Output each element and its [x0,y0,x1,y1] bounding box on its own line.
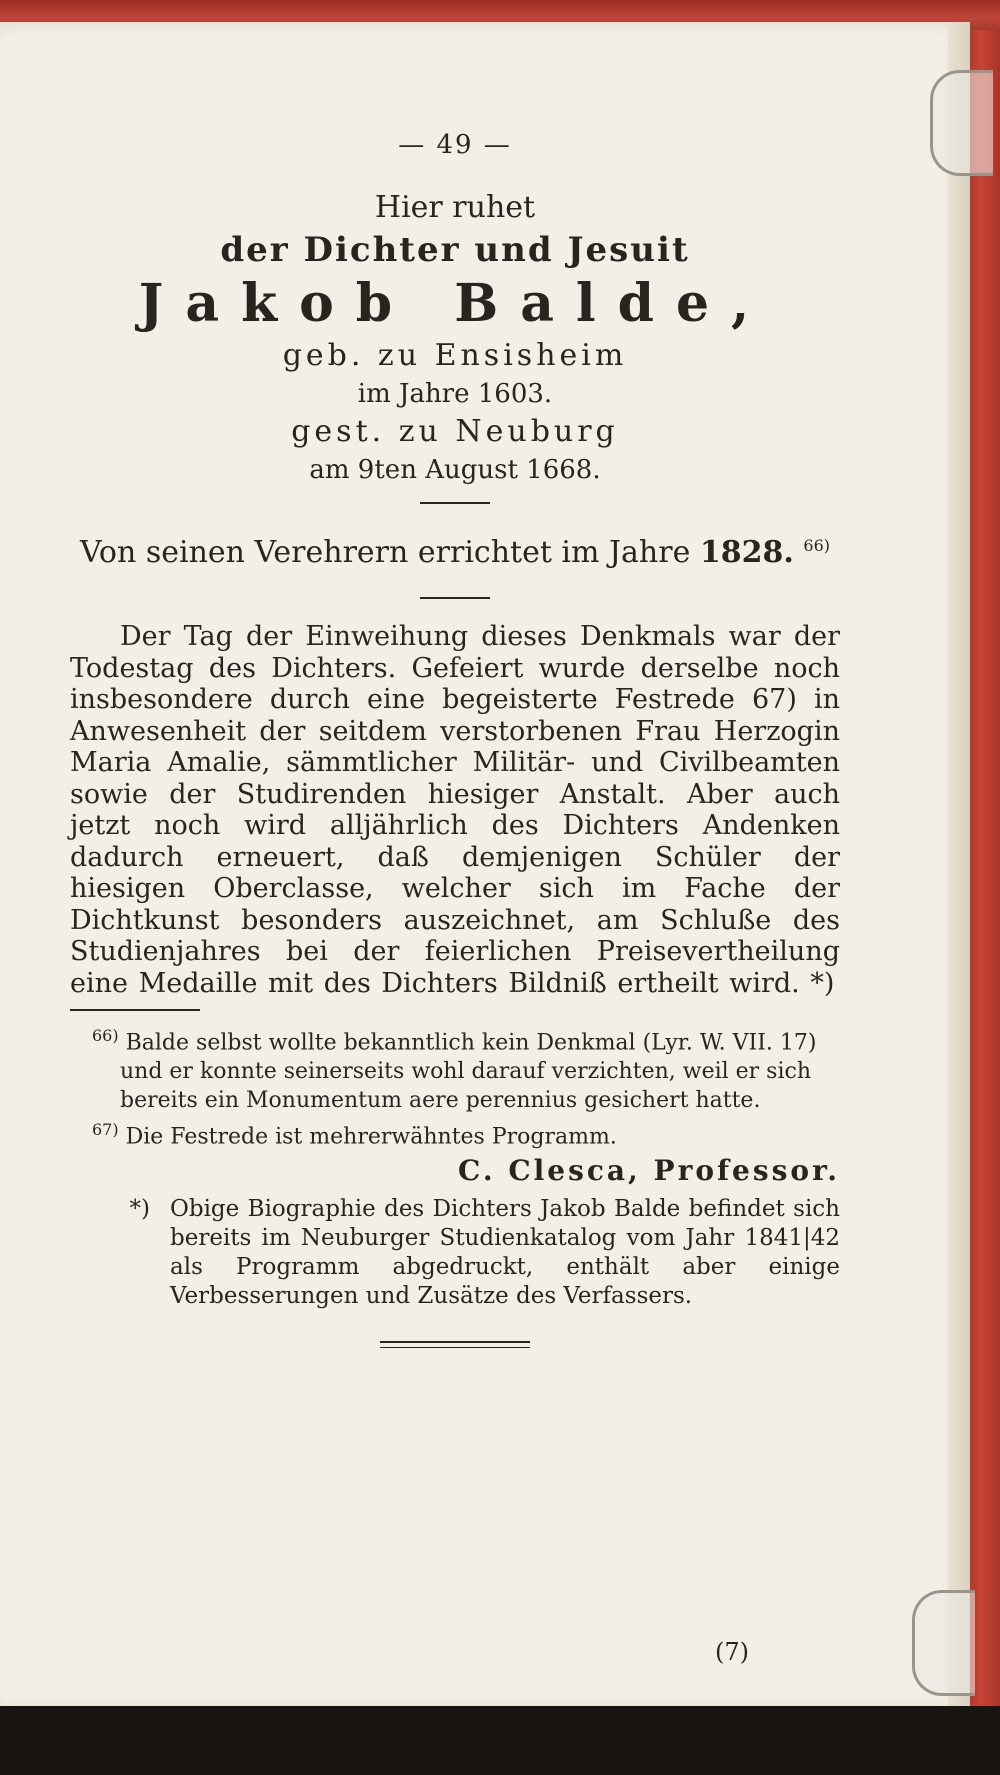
footnote-ref-66: 66) [803,536,830,555]
inscription-born: geb. zu Ensisheim [282,338,628,373]
footnote-text: Die Festrede ist mehrerwähntes Programm. [125,1124,617,1150]
erected-line [70,526,840,573]
footnote-67 [70,1115,840,1151]
asterisk-mark: *) [129,1195,150,1222]
background-surface [0,1706,1000,1775]
inscription-line-1: Hier ruhet [374,190,536,225]
inscription [70,188,840,488]
footnote-divider [70,1009,200,1011]
page-clip-bottom [912,1590,975,1696]
inscription-name: Jakob Balde, [138,273,772,334]
inscription-line-2: der Dichter und Jesuit [220,230,690,270]
inscription-died: gest. zu Neuburg [291,414,619,449]
asterisk-text: Obige Biographie des Dichters Jakob Balde befindet sich bereits im Neuburger Studienkatalog vom Jahr 1841|42 als Programm abgedruckt, enthält aber einige Verbesserungen und Zusätze des Verfassers. [170,1195,840,1309]
inscription-died-date: am 9ten August 1668. [309,455,601,485]
footnote-number: 66) [92,1026,119,1045]
author-signature: C. Clesca, Professor. [458,1153,840,1187]
asterisk-note [70,1195,840,1311]
page-number: — 49 — [398,130,512,160]
divider [420,597,490,599]
end-rule [380,1341,530,1348]
page-clip-top [930,70,993,176]
printer-signature-mark: (7) [715,1638,749,1666]
footnote-text: Balde selbst wollte bekanntlich kein Denkmal (Lyr. W. VII. 17) und er konnte seinerseits wohl darauf verzichten, weil er sich bereits ein Monumentum aere perennius gesichert hatte. [120,1030,817,1114]
divider [420,502,490,504]
footnote-number: 67) [92,1120,119,1140]
erected-text: Von seinen Verehrern errichtet im Jahre [80,535,691,570]
body-paragraph: Der Tag der Einweihung dieses Denkmals war der Todestag des Dichters. Gefeiert wurde derselbe noch insbesondere durch eine begeisterte Festrede 67) in Anwesenheit der seitdem verstorbenen Frau Herzogin Maria Amalie, sämmtlicher Militär- und Civilbeamten sowie der Studirenden hiesiger Anstalt. Aber auch jetzt noch wird alljährlich des Dichters Andenken dadurch erneuert, daß demjenigen Schüler der hiesigen Oberclasse, welcher sich im Fache der Dichtkunst besonders auszeichnet, am Schluße des Studienjahres bei der feierlichen Preisevertheilung eine Medaille mit des Dichters Bildniß ertheilt wird. *) [70,621,840,999]
erected-year: 1828. [699,535,794,570]
inscription-born-year: im Jahre 1603. [357,379,553,409]
page-content [70,130,840,1666]
page-gutter-edge [948,22,970,1712]
footnote-66 [70,1021,840,1115]
